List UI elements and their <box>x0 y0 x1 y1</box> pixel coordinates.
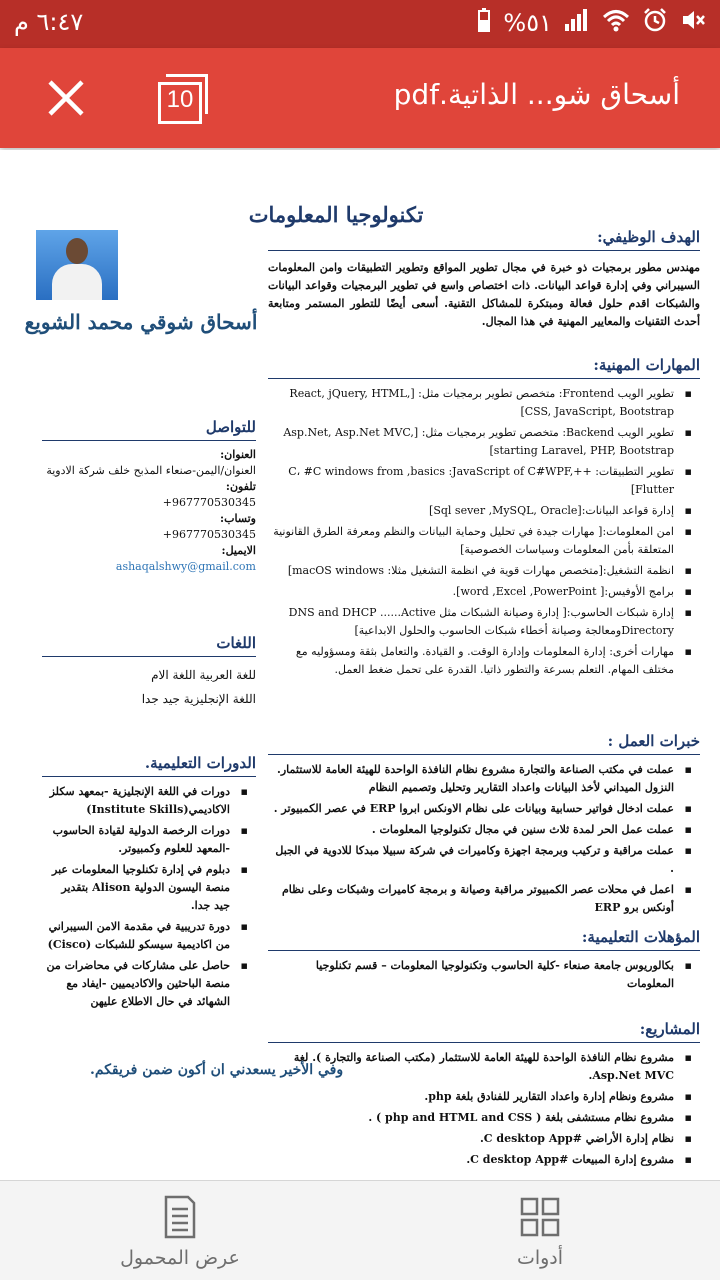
objective-section <box>268 228 700 331</box>
experience-list <box>268 761 700 917</box>
profile-photo <box>36 230 118 300</box>
document-title: أسحاق شو... الذاتية.pdf <box>393 78 680 111</box>
resume-title: تكنولوجيا المعلومات <box>248 202 424 227</box>
education-heading: المؤهلات التعليمية: <box>268 928 700 951</box>
signal-icon <box>564 8 590 38</box>
whatsapp-label: وتساب: <box>220 512 256 525</box>
language-item: اللغة الإنجليزية جيد جدا <box>141 692 256 706</box>
list-item: ▪ عملت في مكتب الصناعة والتجارة مشروع نظام النافذة الواحدة للهيئة العامة للاستثمار. النزول الميداني لأخذ البيانات واعداد التقارير وتحليل وتصميم النظام <box>268 761 700 797</box>
list-item: ▪ مشروع ونظام إدارة واعداد التقارير للفنادق بلغة php. <box>268 1088 700 1106</box>
document-page[interactable] <box>0 150 720 1180</box>
alarm-icon <box>642 8 668 38</box>
battery-percent: %٥١ <box>503 9 552 37</box>
languages-section <box>42 634 256 711</box>
list-item: ▪ حاصل على مشاركات في محاضرات من منصة الباحثين والاكاديميين -ايفاد مع الشهائد في حال الاطلاع عليهن <box>42 957 256 1011</box>
list-item: ▪ عملت مراقبة و تركيب وبرمجة اجهزة وكاميرات في شركة سبيلا مبدكا للادوية في الجبل . <box>268 842 700 878</box>
document-icon <box>160 1195 200 1239</box>
list-item: ▪ دورات الرخصة الدولية لقيادة الحاسوب -المعهد للعلوم وكمبيوتر. <box>42 822 256 858</box>
tools-label: أدوات <box>516 1247 564 1269</box>
tools-button[interactable] <box>360 1181 720 1280</box>
education-section <box>268 928 700 996</box>
courses-list <box>42 783 256 1011</box>
experience-section <box>268 732 700 920</box>
list-item: ▪ تطوير التطبيقات: ++C، #C windows from ,basics :JavaScript of C#WPF, Flutter] <box>268 463 700 499</box>
contact-section <box>42 418 256 575</box>
list-item: ▪ تطوير الويب Backend: متخصص تطوير برمجيات مثل: [Asp.Net, Asp.Net MVC, starting Laravel, PHP, Bootstrap] <box>268 424 700 460</box>
list-item: ▪ عملت ادخال فواتير حسابية وبيانات على نظام الاونكس ابروا ERP في عصر الكمبيوتر . <box>268 800 700 818</box>
list-item: ▪ مشروع إدارة المبيعات #C desktop App. <box>268 1151 700 1169</box>
education-list <box>268 957 700 993</box>
list-item: ▪ دورات في اللغة الإنجليزية -بمعهد سكلز الاكاديمي(Institute Skills) <box>42 783 256 819</box>
list-item: ▪ بكالوريوس جامعة صنعاء -كلية الحاسوب وتكنولوجيا المعلومات – قسم تكنلوجيا المعلومات <box>268 957 700 993</box>
wifi-icon <box>602 8 630 38</box>
objective-heading: الهدف الوظيفي: <box>268 228 700 251</box>
projects-section <box>268 1020 700 1172</box>
skills-list <box>268 385 700 679</box>
list-item: ▪ مشروع نظام النافذة الواحدة للهيئة العامة للاستثمار (مكتب الصناعة والتجارة ). لغة Asp.Net MVC. <box>268 1049 700 1085</box>
list-item: ▪ اعمل في محلات عصر الكمبيوتر مراقبة وصيانة و برمجة كاميرات وشبكات وعلى نظام أونكس برو ERP <box>268 881 700 917</box>
list-item: ▪ تطوير الويب Frontend: متخصص تطوير برمجيات مثل: [React, jQuery, HTML, CSS, JavaScript, Bootstrap] <box>268 385 700 421</box>
person-name: أسحاق شوقي محمد الشويع <box>24 310 258 334</box>
list-item: ▪ نظام إدارة الأراضي #C desktop App. <box>268 1130 700 1148</box>
page-count: 10 <box>166 86 194 113</box>
list-item: ▪ إدارة شبكات الحاسوب:[ إدارة وصيانة الشبكات مثل DNS and DHCP ......Active Directoryومعالجة وصيانة أخطاء شبكات الحاسوب والحلول الابداعية] <box>268 604 700 640</box>
languages-heading: اللغات <box>42 634 256 657</box>
phone-value: +967770530345 <box>162 496 256 509</box>
whatsapp-value: +967770530345 <box>162 528 256 541</box>
list-item: ▪ إدارة قواعد البيانات:[Sql sever ,MySQL, Oracle] <box>268 502 700 520</box>
language-item: للغة العربية اللغة الام <box>151 668 256 682</box>
grid-icon <box>520 1195 560 1239</box>
battery-icon <box>477 8 491 38</box>
status-icons <box>477 8 706 38</box>
list-item: ▪ مشروع نظام مستشفى بلغة ( php and HTML and CSS ) . <box>268 1109 700 1127</box>
close-icon <box>38 70 94 126</box>
bottom-toolbar <box>0 1180 720 1280</box>
list-item: ▪ انظمة التشغيل:[متخصص مهارات قوية في انظمة التشغيل مثلا: macOS windows] <box>268 562 700 580</box>
projects-heading: المشاريع: <box>268 1020 700 1043</box>
contact-heading: للتواصل <box>42 418 256 441</box>
phone-label: تلفون: <box>225 480 256 493</box>
skills-section <box>268 356 700 682</box>
courses-heading: الدورات التعليمية. <box>42 754 256 777</box>
email-link[interactable]: ashaqalshwy@gmail.com <box>115 560 256 573</box>
clock: ٦:٤٧ م <box>14 8 84 36</box>
reading-view-label: عرض المحمول <box>120 1247 240 1269</box>
skills-heading: المهارات المهنية: <box>268 356 700 379</box>
address-label: العنوان: <box>220 448 256 461</box>
email-label: الايميل: <box>221 544 256 557</box>
closing-statement: وفي الأخير يسعدني ان أكون ضمن فريقكم. <box>90 1062 344 1078</box>
list-item: ▪ برامج الأوفيس:[ word ,Excel ,PowerPoint]. <box>268 583 700 601</box>
list-item: ▪ دبلوم في إدارة تكنلوجيا المعلومات عبر منصة اليسون الدولية Alison بتقدير جيد جدا. <box>42 861 256 915</box>
list-item: ▪ مهارات أخرى: إدارة المعلومات وإدارة الوقت. و القيادة. والتعامل بثقة ومسؤوليه مع مختلف المهام. التعلم بسرعة والتطور ذاتيا. القدرة على تحمل ضغط العمل. <box>268 643 700 679</box>
list-item: ▪ امن المعلومات:[ مهارات جيدة في تحليل وحماية البيانات والنظم ومعرفة الطرق القانونية المتعلقة بأمن المعلومات وسياسات الخصوصية] <box>268 523 700 559</box>
address-value: العنوان/اليمن-صنعاء المذبح خلف شركة الادوية <box>46 464 256 477</box>
close-button[interactable] <box>38 70 94 126</box>
objective-text: مهندس مطور برمجيات ذو خبرة في مجال تطوير المواقع وتطوير التطبيقات وامن المعلومات السيبراني وفي إدارة قواعد البيانات. ذات اختصاص واسع في تطوير البرمجيات وقواعد البيانات والشبكات اقدم حلول فعالة ومبتكرة للمشاكل التقنية. أسعى أيضًا للتطور المستمر ومتابعة أحدث التقنيات والمعايير المهنية في هذا المجال. <box>268 261 700 328</box>
experience-heading: خبرات العمل : <box>268 732 700 755</box>
status-bar <box>0 0 720 48</box>
mute-icon <box>680 8 706 38</box>
app-bar <box>0 48 720 148</box>
list-item: ▪ عملت عمل الحر لمدة ثلاث سنين في مجال تكنولوجيا المعلومات . <box>268 821 700 839</box>
reading-view-button[interactable] <box>0 1181 360 1280</box>
list-item: ▪ دورة تدريبية في مقدمة الامن السيبراني من اكاديمية سيسكو للشبكات (Cisco) <box>42 918 256 954</box>
page-count-button[interactable] <box>158 74 212 126</box>
courses-section <box>42 754 256 1014</box>
